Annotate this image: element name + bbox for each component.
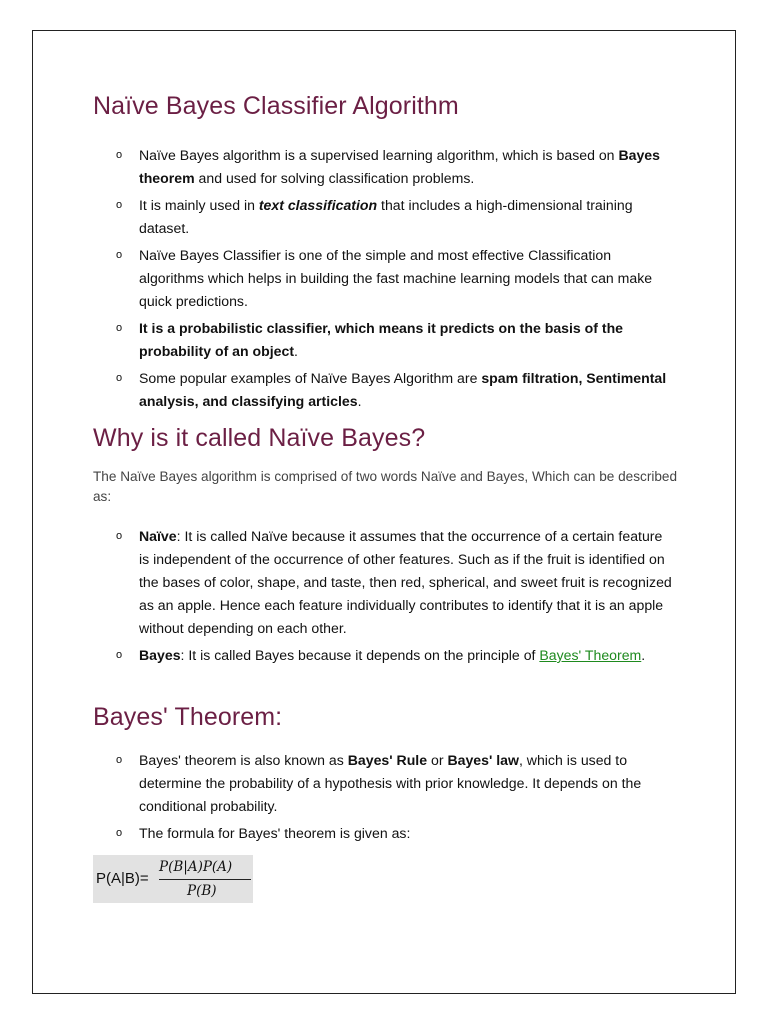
formula-lhs: P(A|B)=	[96, 870, 149, 887]
why-bullet-list	[116, 525, 676, 671]
list-item: o The formula for Bayes' theorem is given as:	[116, 822, 676, 845]
list-item: o Bayes: It is called Bayes because it depends on the principle of Bayes' Theorem.	[116, 644, 676, 667]
bayes-theorem-link[interactable]: Bayes' Theorem	[539, 647, 642, 663]
list-item: o It is a probabilistic classifier, which means it predicts on the basis of the probability of an object.	[116, 317, 676, 363]
list-item: o Some popular examples of Naïve Bayes Algorithm are spam filtration, Sentimental analysis, and classifying articles.	[116, 367, 676, 413]
list-item: o It is mainly used in text classification that includes a high-dimensional training dataset.	[116, 194, 676, 240]
formula-numerator: P(B|A)P(A)	[159, 859, 233, 875]
fraction-bar	[159, 879, 251, 880]
intro-bullet-list	[116, 144, 676, 417]
list-item: o Bayes' theorem is also known as Bayes' Rule or Bayes' law, which is used to determine the probability of a hypothesis with prior knowledge. It depends on the conditional probability.	[116, 749, 676, 818]
formula-denominator: P(B)	[187, 883, 217, 899]
list-item: o Naïve: It is called Naïve because it assumes that the occurrence of a certain feature is independent of the occurrence of other features. Such as if the fruit is identified on the bases of color, shape, and taste, then red, spherical, and sweet fruit is recognized as an apple. Hence each feature individually contributes to identify that it is an apple without depending on each other.	[116, 525, 676, 640]
why-paragraph: The Naïve Bayes algorithm is comprised of two words Naïve and Bayes, Which can be described as:	[93, 469, 678, 504]
bayes-formula	[93, 855, 253, 903]
list-item: o Naïve Bayes algorithm is a supervised learning algorithm, which is based on Bayes theorem and used for solving classification problems.	[116, 144, 676, 190]
theorem-heading: Bayes' Theorem:	[93, 703, 283, 731]
page-title: Naïve Bayes Classifier Algorithm	[93, 92, 459, 120]
why-heading: Why is it called Naïve Bayes?	[93, 424, 426, 452]
theorem-bullet-list	[116, 749, 676, 849]
list-item: o Naïve Bayes Classifier is one of the simple and most effective Classification algorithms which helps in building the fast machine learning models that can make quick predictions.	[116, 244, 676, 313]
